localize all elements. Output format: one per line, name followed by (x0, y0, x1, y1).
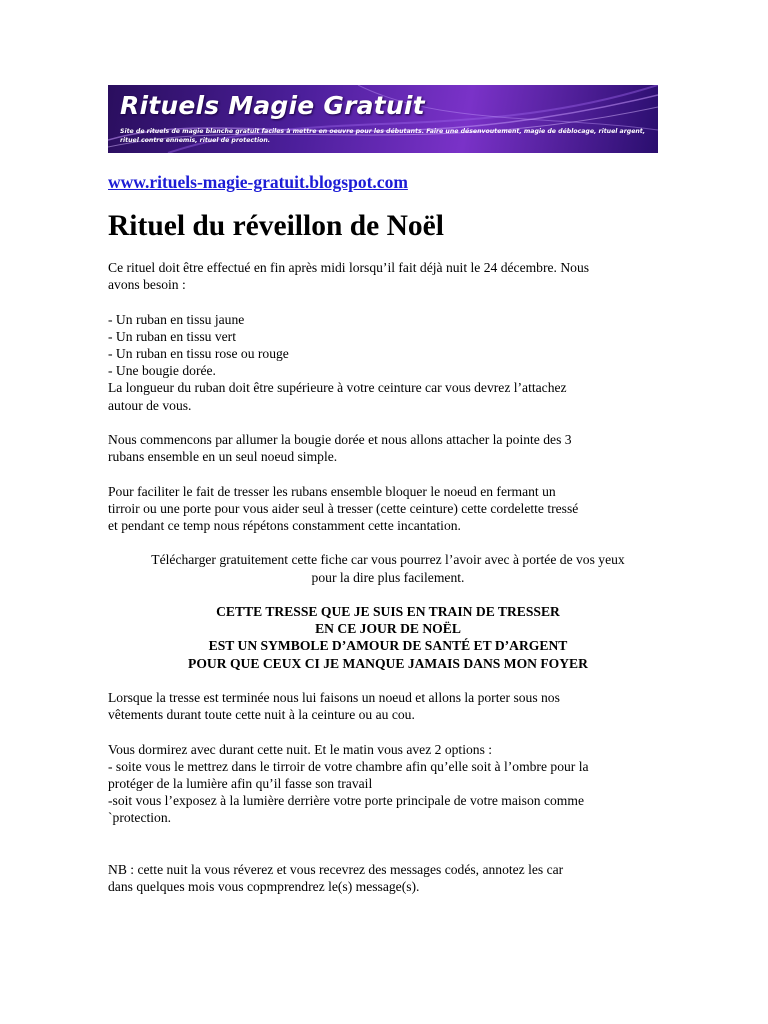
incantation-line: EST UN SYMBOLE D’AMOUR DE SANTÉ ET D’ARGENT (208, 638, 568, 654)
paragraph-line: -soit vous l’exposez à la lumière derrière votre porte principale de votre maison comme (108, 793, 584, 809)
incantation-line: POUR QUE CEUX CI JE MANQUE JAMAIS DANS MON FOYER (188, 655, 588, 671)
page-title: Rituel du réveillon de Noël (108, 210, 444, 242)
paragraph-line: protéger de la lumière afin qu’il fasse son travail (108, 775, 373, 791)
paragraph-line: Vous dormirez avec durant cette nuit. Et le matin vous avez 2 options : (108, 741, 493, 757)
paragraph-line: et pendant ce temp nous répétons constamment cette incantation. (108, 518, 461, 533)
list-item: - Un ruban en tissu jaune (108, 311, 245, 327)
site-banner (108, 85, 658, 153)
intro-line: Ce rituel doit être effectué en fin après midi lorsqu’il fait déjà nuit le 24 décembre. Nous (108, 260, 590, 275)
paragraph-line: vêtements durant toute cette nuit à la ceinture ou au cou. (108, 707, 415, 723)
nb-line: dans quelques mois vous copmprendrez le(s) message(s). (108, 879, 420, 895)
download-note-line: Télécharger gratuitement cette fiche car vous pourrez l’avoir avec à portée de vos yeux (151, 552, 625, 568)
paragraph-line: - soite vous le mettrez dans le tirroir de votre chambre afin qu’elle soit à l’ombre pour la (108, 758, 589, 774)
intro-line: avons besoin : (108, 277, 186, 293)
list-item: - Un ruban en tissu rose ou rouge (108, 346, 289, 361)
incantation-line: EN CE JOUR DE NOËL (315, 621, 461, 637)
blog-url-link[interactable]: www.rituels-magie-gratuit.blogspot.com (108, 172, 408, 192)
incantation-line: CETTE TRESSE QUE JE SUIS EN TRAIN DE TRESSER (216, 603, 560, 619)
nb-line: NB : cette nuit la vous réverez et vous recevrez des messages codés, annotez les car (108, 861, 564, 877)
paragraph-line: La longueur du ruban doit être supérieure à votre ceinture car vous devrez l’attachez (108, 380, 567, 396)
banner-title: Rituels Magie Gratuit (120, 91, 425, 120)
paragraph-line: Pour faciliter le fait de tresser les rubans ensemble bloquer le noeud en fermant un (108, 483, 556, 499)
document-body (108, 259, 668, 895)
paragraph-line: rubans ensemble en un seul noeud simple. (108, 449, 338, 465)
list-item: - Un ruban en tissu vert (108, 328, 236, 344)
download-note-line: pour la dire plus facilement. (311, 569, 465, 585)
paragraph-line: autour de vous. (108, 397, 192, 413)
paragraph-line: tirroir ou une porte pour vous aider seul à tresser (cette ceinture) cette cordelette tressé (108, 500, 579, 516)
banner-description: Site de rituels de magie blanche gratuit faciles à mettre en oeuvre pour les débutants. Faire une désenvoutement, magie de déblocage, rituel argent, rituel contre ennemis, rituel de protection. (120, 128, 646, 144)
paragraph-line: Nous commencons par allumer la bougie dorée et nous allons attacher la pointe des 3 (108, 432, 572, 447)
paragraph-line: `protection. (108, 810, 172, 826)
paragraph-line: Lorsque la tresse est terminée nous lui faisons un noeud et allons la porter sous nos (108, 689, 560, 705)
list-item: - Une bougie dorée. (108, 363, 216, 379)
